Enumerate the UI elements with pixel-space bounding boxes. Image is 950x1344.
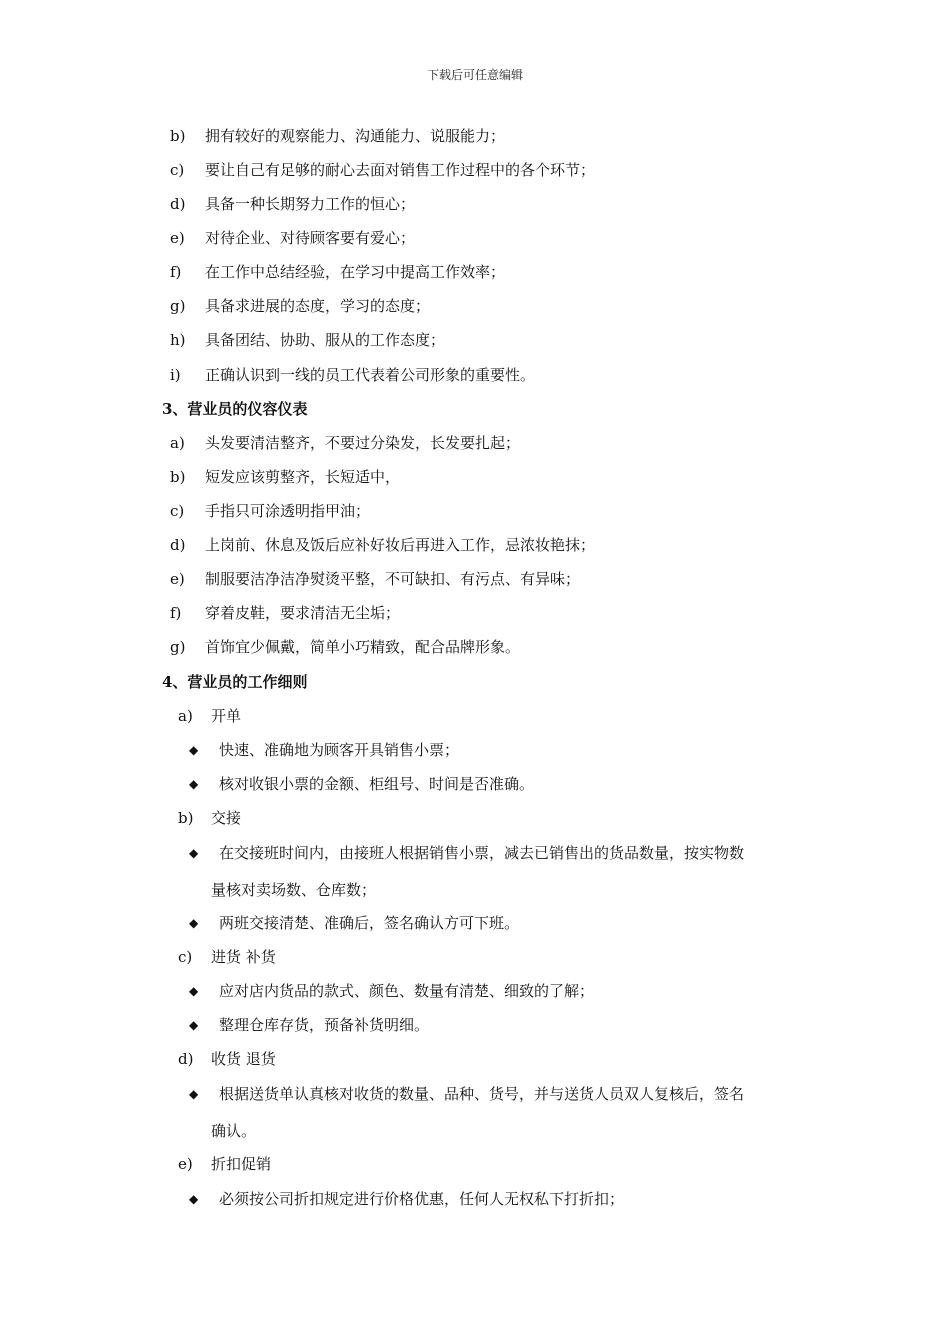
list-text: 应对店内货品的款式、颜色、数量有清楚、细致的了解；	[219, 982, 595, 1000]
list-marker: a)	[170, 434, 185, 452]
list-text: 必须按公司折扣规定进行价格优惠，任何人无权私下打折扣；	[219, 1190, 625, 1208]
list-text: 首饰宜少佩戴，简单小巧精致，配合品牌形象。	[205, 638, 521, 656]
list-text: 在交接班时间内，由接班人根据销售小票，减去已销售出的货品数量，按实物数	[219, 844, 745, 862]
list-marker: e)	[170, 570, 185, 588]
list-marker: d)	[170, 536, 186, 554]
list-marker: c)	[178, 948, 193, 966]
list-text: 具备一种长期努力工作的恒心；	[205, 195, 416, 213]
list-marker: e)	[170, 229, 185, 247]
list-text: 量核对卖场数、仓库数；	[211, 881, 377, 899]
list-marker: i)	[170, 366, 181, 384]
diamond-bullet-icon: ◆	[189, 916, 199, 930]
list-text: 核对收银小票的金额、柜组号、时间是否准确。	[219, 775, 535, 793]
list-text: 确认。	[211, 1122, 257, 1140]
list-marker: f)	[170, 604, 182, 622]
list-marker: g)	[170, 638, 186, 656]
list-marker: d)	[178, 1050, 194, 1068]
list-text: 交接	[211, 809, 242, 827]
diamond-bullet-icon: ◆	[189, 743, 199, 757]
diamond-bullet-icon: ◆	[189, 984, 199, 998]
list-text: 拥有较好的观察能力、沟通能力、说服能力；	[205, 127, 506, 145]
list-marker: d)	[170, 195, 186, 213]
list-text: 两班交接清楚、准确后，签名确认方可下班。	[219, 914, 520, 932]
list-marker: c)	[170, 161, 185, 179]
list-marker: f)	[170, 263, 182, 281]
list-text: 在工作中总结经验，在学习中提高工作效率；	[205, 263, 506, 281]
list-marker: c)	[170, 502, 185, 520]
diamond-bullet-icon: ◆	[189, 846, 199, 860]
diamond-bullet-icon: ◆	[189, 1087, 199, 1101]
diamond-bullet-icon: ◆	[189, 1018, 199, 1032]
list-text: 穿着皮鞋，要求清洁无尘垢；	[205, 604, 401, 622]
list-text: 头发要清洁整齐，不要过分染发，长发要扎起；	[205, 434, 521, 452]
page-header: 下载后可任意编辑	[426, 68, 523, 82]
list-text: 具备求进展的态度，学习的态度；	[205, 297, 431, 315]
list-text: 正确认识到一线的员工代表着公司形象的重要性。	[205, 366, 536, 384]
diamond-bullet-icon: ◆	[189, 777, 199, 791]
list-marker: b)	[170, 468, 186, 486]
list-text: 上岗前、休息及饭后应补好妆后再进入工作，忌浓妆艳抹；	[205, 536, 596, 554]
list-text: 折扣促销	[211, 1155, 272, 1173]
list-marker: b)	[178, 809, 194, 827]
list-text: 整理仓库存货，预备补货明细。	[219, 1016, 430, 1034]
list-text: 制服要洁净洁净熨烫平整，不可缺扣、有污点、有异味；	[205, 570, 581, 588]
list-text: 具备团结、协助、服从的工作态度；	[205, 331, 446, 349]
list-text: 根据送货单认真核对收货的数量、品种、货号，并与送货人员双人复核后，签名	[219, 1085, 745, 1103]
list-marker: a)	[178, 707, 193, 725]
list-text: 快速、准确地为顾客开具销售小票；	[219, 741, 460, 759]
list-text: 开单	[211, 707, 242, 725]
list-text: 要让自己有足够的耐心去面对销售工作过程中的各个环节；	[205, 161, 596, 179]
list-text: 收货 退货	[211, 1050, 276, 1068]
list-text: 对待企业、对待顾客要有爱心；	[205, 229, 416, 247]
list-marker: b)	[170, 127, 186, 145]
list-marker: e)	[178, 1155, 193, 1173]
diamond-bullet-icon: ◆	[189, 1192, 199, 1206]
list-text: 进货 补货	[211, 948, 276, 966]
list-marker: h)	[170, 331, 186, 349]
list-marker: g)	[170, 297, 186, 315]
list-text: 手指只可涂透明指甲油；	[205, 502, 371, 520]
list-text: 短发应该剪整齐，长短适中，	[205, 468, 401, 486]
